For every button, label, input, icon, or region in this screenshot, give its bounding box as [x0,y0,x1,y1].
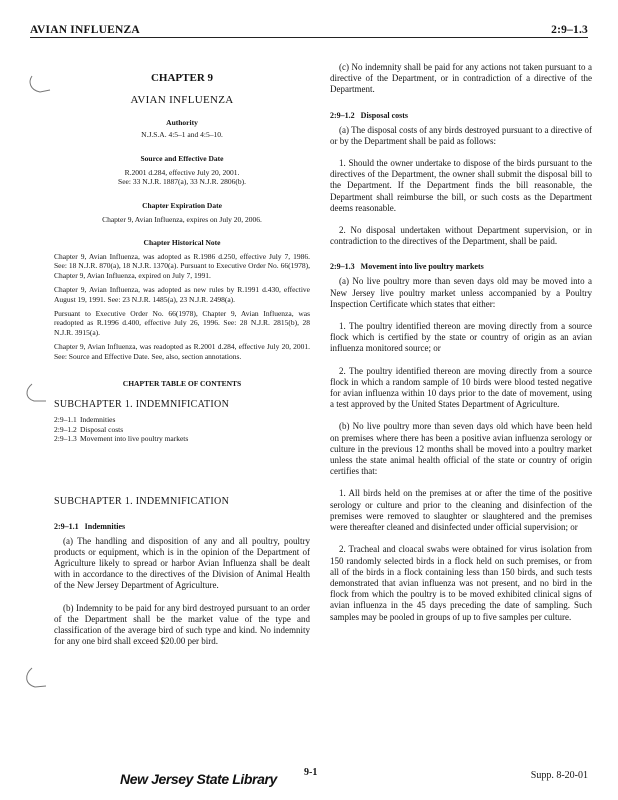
supplement-date: Supp. 8-20-01 [530,770,588,781]
history-heading: Chapter Historical Note [143,238,221,247]
history-note: Chapter 9, Avian Influenza, was readopted as R.2001 d.284, effective July 20, 2001. See: Source and Effective Date. See, also, section annotations. [54,342,310,361]
source-heading: Source and Effective Date [140,153,224,163]
paragraph: 1. The poultry identified thereon are moving directly from a source flock which is certified by the state or country of origin as an avian influenza monitored source; or [330,321,592,354]
toc-item[interactable] [54,415,310,425]
expiration-text: Chapter 9, Avian Influenza, expires on July 20, 2006. [102,214,262,224]
history-note: Chapter 9, Avian Influenza, was adopted as R.1986 d.250, effective July 7, 1986. See: 18 N.J.R. 870(a), 18 N.J.R. 1370(a). Pursuant to Executive Order No. 66(1978), Chapter 9, Avian Influenza, expired on July 7, 1991. [54,252,310,280]
paragraph: (b) Indemnity to be paid for any bird destroyed pursuant to an order of the Department shall be the market value of the type and classification of the average bird of such type and kind. No indemnity for any one bird shall exceed $20.00 per bird. [54,602,310,647]
section-title: Disposal costs [360,110,409,120]
header-section-range: 2:9–1.3 [551,24,588,36]
page-number: 9-1 [304,767,318,778]
right-column [330,62,592,623]
paragraph: 2. No disposal undertaken without Department supervision, or in contradiction to the directives of the Department, shall be paid. [330,225,592,247]
expiration-heading: Chapter Expiration Date [142,200,222,210]
section-heading [330,111,592,120]
paragraph: 1. Should the owner undertake to dispose of the birds pursuant to the directives of the Department, the owner shall submit the disposal bill to the Department. If the Department finds the bill reasonable, the Department shall reimburse the bill, or such costs as the Department deems reasonable. [330,158,592,213]
paragraph: (a) The disposal costs of any birds destroyed pursuant to a directive of or by the Department shall be paid as follows: [330,124,592,146]
section-number: 2:9–1.2 [330,110,355,120]
chapter-heading: CHAPTER 9 [150,72,214,84]
paragraph: 1. All birds held on the premises at or after the time of the positive serology or culture and prior to the cleaning and disinfection of the premises were removed to slaughter or slaughtered and the premises were thereafter cleaned and disinfected under official supervision; or [330,488,592,533]
toc-heading: CHAPTER TABLE OF CONTENTS [122,379,242,389]
toc-number: 2:9–1.1 [54,415,77,425]
margin-mark-middle [22,382,50,406]
paragraph: 2. The poultry identified thereon are moving directly from a source flock in which a random sample of 10 birds were blood tested negative for avian influenza within 10 days prior to the date of movement, using a test approved by the United States Department of Agriculture. [330,365,592,410]
subchapter-heading: SUBCHAPTER 1. INDEMNIFICATION [54,495,230,507]
margin-mark-bottom [22,666,50,692]
toc-subchapter: SUBCHAPTER 1. INDEMNIFICATION [54,399,230,411]
toc-number: 2:9–1.3 [54,434,77,444]
authority-heading: Authority [166,118,198,127]
paragraph: (c) No indemnity shall be paid for any actions not taken pursuant to a directive of the Department, or in contradiction of a directive of the Department. [330,62,592,95]
left-column [54,62,310,647]
paragraph: 2. Tracheal and cloacal swabs were obtained for virus isolation from 150 randomly selected birds in a flock held on such premises, or from all of the birds in a flock containing less than 150 birds, and such tests demonstrated that avian influenza was not present, and no bird in the flock from which the poultry is to be moved exhibited clinical signs of avian influenza in the 45 days preceding the date of sampling. Such samples may be pooled in groups of up to five samples per culture. [330,544,592,622]
section-number: 2:9–1.3 [330,262,355,272]
paragraph: (a) No live poultry more than seven days old may be moved into a New Jersey live poultry market unless accompanied by a Poultry Inspection Certificate which states that either: [330,276,592,309]
running-header [30,20,588,36]
history-note: Pursuant to Executive Order No. 66(1978), Chapter 9, Avian Influenza, was readopted as R.1996 d.400, effective July 26, 1996. See: 28 N.J.R. 2815(b), 28 N.J.R. 3915(a). [54,309,310,337]
section-heading [54,522,310,531]
toc-item[interactable] [54,434,310,444]
source-line-2: See: 33 N.J.R. 1887(a), 33 N.J.R. 2806(b). [118,177,246,186]
header-title: AVIAN INFLUENZA [30,24,140,36]
toc-number: 2:9–1.2 [54,424,77,434]
margin-mark-top [26,74,54,96]
section-heading [330,262,592,271]
section-title: Movement into live poultry markets [360,262,484,272]
toc-list [54,415,310,444]
authority-text: N.J.S.A. 4:5–1 and 4:5–10. [141,130,223,139]
section-title: Indemnities [84,521,126,531]
paragraph: (b) No live poultry more than seven days old which have been held on premises where there has been a positive avian influenza serology or culture in the previous 12 months shall be moved into a poultry market unless the state animal health official of the state or country of origin certifies that: [330,421,592,477]
toc-item[interactable] [54,425,310,435]
toc-title: Movement into live poultry markets [80,434,189,444]
chapter-name: AVIAN INFLUENZA [130,94,234,106]
header-rule [30,37,588,38]
source-line-1: R.2001 d.284, effective July 20, 2001. [124,167,240,177]
toc-title: Indemnities [80,415,116,425]
history-note: Chapter 9, Avian Influenza, was adopted as new rules by R.1991 d.430, effective August 19, 1991. See: 23 N.J.R. 1485(a), 23 N.J.R. 2498(a). [54,285,310,304]
library-stamp: New Jersey State Library [120,771,277,787]
section-number: 2:9–1.1 [54,521,79,531]
toc-title: Disposal costs [80,424,124,434]
paragraph: (a) The handling and disposition of any and all poultry, poultry products or equipment, which is in the opinion of the Department of Agriculture likely to spread or harbor Avian Influenza shall be dealt with in accordance to the directives of the Division of Animal Health of the New Jersey Department of Agriculture. [54,535,310,591]
